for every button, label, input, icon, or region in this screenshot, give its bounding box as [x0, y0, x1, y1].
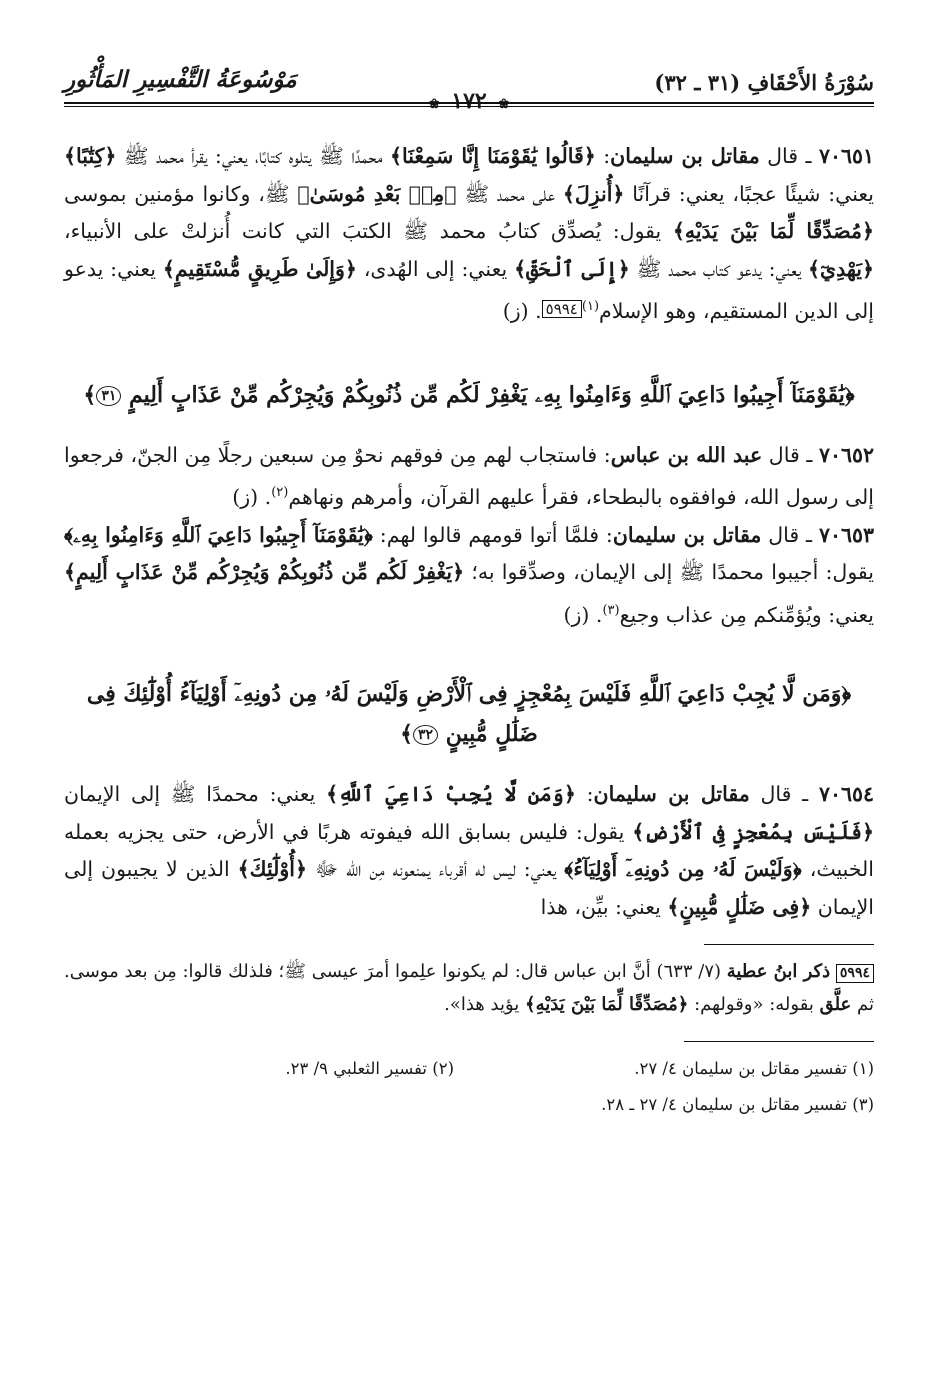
- quran-quote: ﴿مُصَدِّقًا لِّمَا بَيْنَ يَدَيْهِ﴾: [672, 219, 874, 243]
- entry-prefix: ـ قال: [761, 522, 819, 547]
- footnote-marker[interactable]: (٣): [602, 602, 620, 618]
- footnote-row: [64, 1090, 874, 1126]
- ornament-icon: ❀: [428, 97, 440, 112]
- text-bold: علَّق: [819, 994, 852, 1015]
- entry-number: ٧٠٦٥٤: [818, 782, 874, 806]
- source-code: . (ز): [232, 485, 272, 509]
- text-segment: أنَّ ابن عباس قال: لم يكونوا علِموا أمرَ عيسى ﷺ؛ فلذلك قالوا: مِن بعد موسى. ثم: [64, 961, 874, 1015]
- quran-quote: ﴿إِلَى ٱلْحَقِّ﴾: [514, 256, 630, 281]
- footnotes-rule: [684, 1041, 874, 1042]
- entry-prefix: ـ قال: [749, 782, 819, 806]
- footnote-marker[interactable]: (١): [581, 299, 600, 314]
- commentary-note: [64, 955, 874, 1021]
- quran-quote: ﴿كِتَٰبًا﴾: [64, 144, 117, 168]
- text-segment: على محمد ﷺ: [456, 181, 563, 206]
- header-rule-thin: [64, 106, 874, 107]
- text-segment: بقوله: «وقولهم:: [688, 994, 820, 1015]
- text-segment: يعني: ليس له أقرباء يمنعونه مِن الله ﷻ: [307, 857, 565, 881]
- source-code: . (ز): [502, 299, 542, 323]
- text-segment: يقول: يُصدِّق كتابُ محمد ﷺ الكتبَ التي كانت أُنزلتْ على الأنبياء،: [64, 219, 673, 243]
- text-segment: يعني: محمدًا ﷺ إلى الإيمان: [64, 782, 327, 806]
- verse-close: ﴾: [83, 381, 97, 408]
- page-header: [64, 62, 874, 116]
- footnote-1: (١) تفسير مقاتل بن سليمان ٤/ ٢٧.: [634, 1059, 874, 1078]
- text-segment: يؤيد هذا».: [444, 994, 526, 1015]
- text-segment: يعني: يدعو إلى الدين المستقيم، وهو الإسلام: [64, 256, 874, 323]
- hadith-70652: [64, 437, 874, 517]
- entry-prefix: ـ قال: [759, 144, 819, 168]
- commentary-ref: ٥٩٩٤: [836, 964, 874, 983]
- commentary-ref[interactable]: ٥٩٩٤: [542, 300, 582, 318]
- quran-quote: ﴿قَالُوا يَٰقَوْمَنَا إِنَّا سَمِعْنَا﴾: [389, 144, 596, 168]
- text-segment: يعني: إلى الهُدى،: [356, 256, 515, 281]
- commentary-location: (٧/ ٦٣٣): [650, 961, 727, 982]
- verse-text: ﴿يَٰقَوْمَنَآ أَجِيبُوا دَاعِيَ ٱللَّهِ وَءَامِنُوا بِهِۦ يَغْفِرْ لَكُم مِّن ذُنُوبِكُمْ وَيُجِرْكُم مِّنْ عَذَابٍ أَلِيمٍ: [129, 381, 855, 408]
- quran-quote: ﴿مُصَدِّقًا لِّمَا بَيْنَ يَدَيْهِ﴾: [525, 994, 689, 1015]
- text-segment: يعني: شيئًا عجبًا، يعني: قرآنًا: [624, 181, 875, 206]
- quran-quote: ﴿وَلَيْسَ لَهُۥ مِن دُونِهِۦٓ أَوْلِيَآءُ﴾: [564, 857, 802, 881]
- quran-quote: ﴿يَهْدِيٓ﴾: [808, 256, 874, 281]
- text-segment: : فاستجاب لهم مِن فوقهم نحوٌ مِن سبعين رجلًا مِن الجنّ، فرجعوا إلى رسول الله، فوافقوه بالبطحاء، فقرأ عليهم القرآن، وأمرهم ونهاهم: [64, 442, 874, 509]
- text-segment: يعني: ويُؤمِّنكم مِن عذاب وجيع: [619, 602, 874, 627]
- footnote-marker[interactable]: (٢): [271, 485, 289, 500]
- surah-title: سُوْرَةُ الأَحْقَافِ (٣١ ـ ٣٢): [654, 70, 874, 95]
- narrator: عبد الله بن عباس: [610, 442, 763, 467]
- header-rule: [64, 102, 874, 104]
- page-number: ١٧٢: [451, 88, 487, 114]
- verse-31: [64, 375, 874, 415]
- hadith-70653: [64, 517, 874, 635]
- quran-quote: ﴿وَإِلَىٰ طَرِيقٍ مُّسْتَقِيمٍ﴾: [162, 256, 357, 281]
- text-segment: يعني: يدعو كتاب محمد ﷺ: [629, 256, 809, 281]
- text-segment: يقول: أجيبوا محمدًا ﷺ إلى الإيمان، وصدِّقوا به؛: [464, 560, 874, 584]
- quran-quote: ﴿فِى ضَلَٰلٍ مُّبِينٍ﴾: [667, 894, 812, 919]
- entry-number: ٧٠٦٥٣: [818, 522, 875, 547]
- page-number-block: [425, 88, 514, 114]
- text-segment: ﷺ، وكانوا مؤمنين بموسى: [64, 181, 298, 206]
- source-code: . (ز): [563, 602, 603, 627]
- footnote-2: (٢) تفسير الثعلبي ٩/ ٢٣.: [285, 1059, 454, 1078]
- narrator: مقاتل بن سليمان: [610, 144, 760, 168]
- footnote-3: (٣) تفسير مقاتل بن سليمان ٤/ ٢٧ ـ ٢٨.: [601, 1095, 874, 1114]
- verse-close: ﴾: [400, 721, 414, 747]
- entry-prefix: ـ قال: [762, 442, 819, 467]
- text-segment: : فلمَّا أتوا قومهم قالوا لهم:: [372, 522, 613, 547]
- quran-quote: ﴿فَلَيْسَ بِمُعْجِزٍ فِى ٱلْأَرْضِ﴾: [632, 819, 874, 844]
- text-segment: :: [575, 782, 594, 806]
- quran-quote: ﴿أُنزِلَ﴾: [562, 181, 625, 206]
- narrator: مقاتل بن سليمان: [612, 522, 762, 547]
- entry-number: ٧٠٦٥١: [818, 144, 874, 168]
- verse-number: ٣٢: [413, 725, 438, 745]
- text-segment: :: [595, 144, 611, 168]
- entry-number: ٧٠٦٥٢: [818, 442, 874, 467]
- text-segment: محمدًا ﷺ يتلوه كتابًا، يعني: يقرأ محمد ﷺ: [116, 144, 390, 168]
- hadith-70651: [64, 138, 874, 331]
- verse-number: ٣١: [96, 386, 121, 406]
- page: [64, 62, 874, 1362]
- quran-quote: ﴿وَمَن لَّا يُجِبْ دَاعِيَ ٱللَّهِ﴾: [326, 782, 576, 806]
- ornament-icon: ❀: [498, 97, 510, 112]
- verse-text: ﴿وَمَن لَّا يُجِبْ دَاعِيَ ٱللَّهِ فَلَيْسَ بِمُعْجِزٍ فِى ٱلْأَرْضِ وَلَيْسَ لَهُۥ مِن دُونِهِۦٓ أَوْلِيَآءُ أُوْلَٰٓئِكَ فِى ضَلَٰلٍ مُّبِينٍ: [86, 681, 852, 747]
- footnote-row: [64, 1054, 874, 1090]
- text-segment: الذين لا يجيبون إلى الإيمان: [64, 857, 874, 919]
- commentary-author: ذكر ابنُ عطية: [726, 961, 831, 982]
- narrator: مقاتل بن سليمان: [593, 782, 750, 806]
- commentary-rule: [704, 944, 874, 945]
- text-segment: يقول: فليس بسابق الله فيفوته هربًا في الأرض، حتى يجزيه بعمله الخبيث،: [64, 819, 875, 881]
- verse-32: [64, 674, 874, 754]
- quran-quote: ﴿مِنۢ بَعْدِ مُوسَىٰ﴾: [297, 181, 457, 206]
- text-segment: يعني: بيِّن، هذا: [540, 894, 668, 919]
- quran-quote: ﴿أُوْلَٰٓئِكَ﴾: [237, 857, 307, 881]
- hadith-70654: [64, 776, 874, 926]
- quran-quote: ﴿يَٰقَوْمَنَآ أَجِيبُوا دَاعِيَ ٱللَّهِ وَءَامِنُوا بِهِۦ﴾: [64, 522, 373, 547]
- book-title: مَوْسُوعَةُ التَّفْسِيرِ المَأْثُورِ: [64, 66, 297, 93]
- quran-quote: ﴿يَغْفِرْ لَكُم مِّن ذُنُوبِكُمْ وَيُجِرْكُم مِّنْ عَذَابٍ أَلِيمٍ﴾: [64, 560, 465, 584]
